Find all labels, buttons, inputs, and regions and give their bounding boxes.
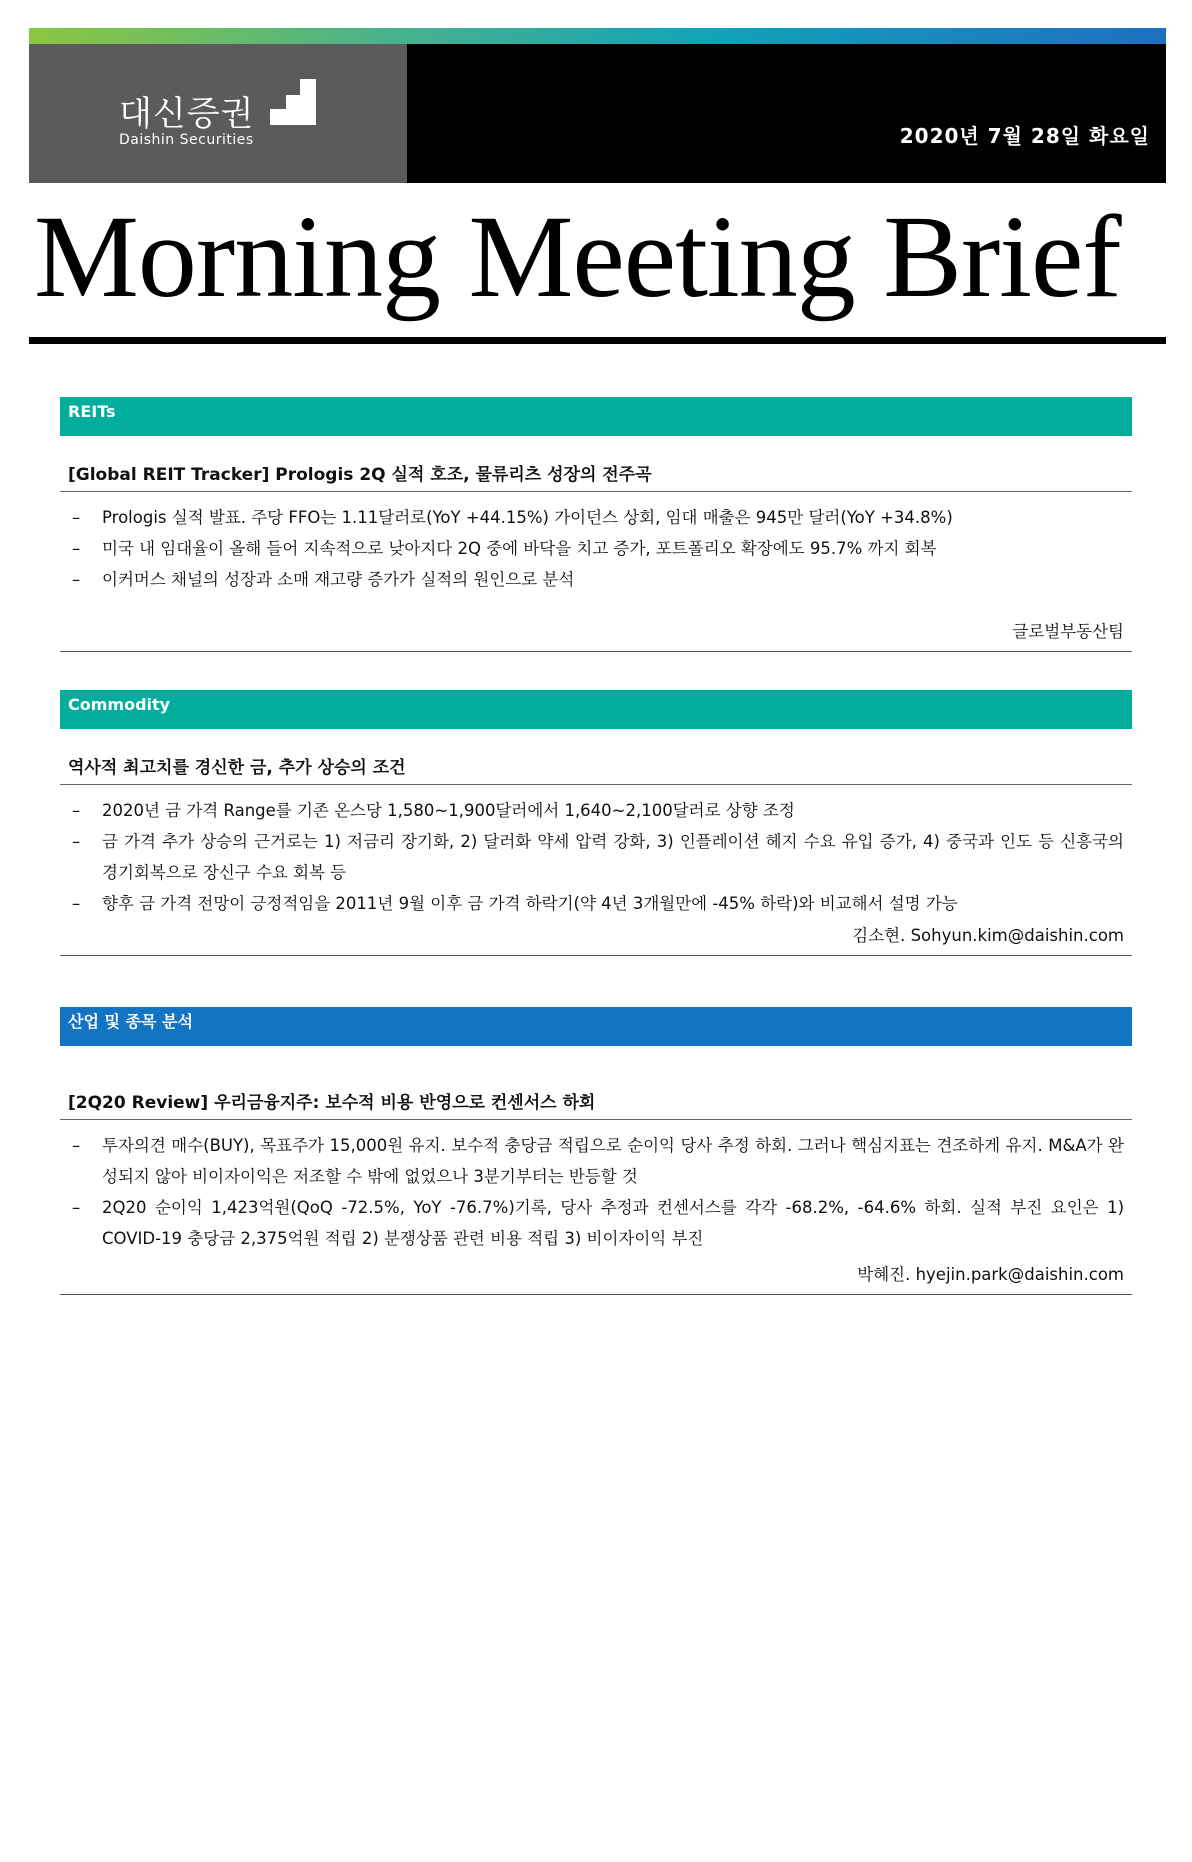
list-item <box>60 888 1132 919</box>
dash-marker: – <box>72 1136 81 1155</box>
dash-marker: – <box>72 570 81 589</box>
list-item <box>60 795 1132 826</box>
dash-marker: – <box>72 894 81 913</box>
bullet-list <box>60 795 1132 919</box>
section-headline: [2Q20 Review] 우리금융지주: 보수적 비용 반영으로 컨센서스 하회 <box>60 1088 1132 1120</box>
dash-marker: – <box>72 832 81 851</box>
dash-marker: – <box>72 801 81 820</box>
list-item <box>60 502 1132 533</box>
date-block <box>407 44 1166 183</box>
bullet-text: 미국 내 임대율이 올해 들어 지속적으로 낮아지다 2Q 중에 바닥을 치고 증가, 포트폴리오 확장에도 95.7% 까지 회복 <box>102 539 937 558</box>
author-credit: 김소현. Sohyun.kim@daishin.com <box>60 921 1132 956</box>
author-credit: 글로벌부동산팀 <box>60 617 1132 652</box>
bullet-text: 투자의견 매수(BUY), 목표주가 15,000원 유지. 보수적 충당금 적립으로 순이익 당사 추정 하회. 그러나 핵심지표는 견조하게 유지. M&A가 완성되지 않아 비이자이익은 저조할 수 밖에 없었으나 3분기부터는 반등할 것 <box>102 1136 1124 1186</box>
list-item <box>60 1192 1132 1254</box>
bullet-text: 금 가격 추가 상승의 근거로는 1) 저금리 장기화, 2) 달러화 약세 압력 강화, 3) 인플레이션 헤지 수요 유입 증가, 4) 중국과 인도 등 신흥국의 경기회복으로 장신구 수요 회복 등 <box>102 832 1124 882</box>
list-item <box>60 564 1132 595</box>
section-header: REITs <box>60 397 1132 436</box>
daishin-logo-icon <box>270 79 316 125</box>
report-date: 2020년 7월 28일 화요일 <box>899 124 1150 148</box>
author-credit: 박혜진. hyejin.park@daishin.com <box>60 1260 1132 1295</box>
dash-marker: – <box>72 508 81 527</box>
title-divider <box>29 337 1166 344</box>
bullet-list <box>60 502 1132 595</box>
section-commodity <box>60 690 1132 956</box>
logo-block <box>29 44 407 183</box>
section-header: Commodity <box>60 690 1132 729</box>
bullet-list <box>60 1130 1132 1254</box>
list-item <box>60 1130 1132 1192</box>
header-banner <box>29 44 1166 183</box>
dash-marker: – <box>72 1198 81 1217</box>
bullet-text: 2020년 금 가격 Range를 기존 온스당 1,580~1,900달러에서 1,640~2,100달러로 상향 조정 <box>102 801 795 820</box>
bullet-text: 2Q20 순이익 1,423억원(QoQ -72.5%, YoY -76.7%)기록, 당사 추정과 컨센서스를 각각 -68.2%, -64.6% 하회. 실적 부진 요인은 1) COVID-19 충당금 2,375억원 적립 2) 분쟁상품 관련 비용 적립 3) 비이자이익 부진 <box>102 1198 1124 1248</box>
header-gradient-bar <box>29 28 1166 44</box>
bullet-text: Prologis 실적 발표. 주당 FFO는 1.11달러로(YoY +44.15%) 가이던스 상회, 임대 매출은 945만 달러(YoY +34.8%) <box>102 508 953 527</box>
logo-english: Daishin Securities <box>119 132 254 148</box>
section-header: 산업 및 종목 분석 <box>60 1007 1132 1046</box>
section-headline: [Global REIT Tracker] Prologis 2Q 실적 호조, 물류리츠 성장의 전주곡 <box>60 460 1132 492</box>
list-item <box>60 533 1132 564</box>
list-item <box>60 826 1132 888</box>
page-title: Morning Meeting Brief <box>34 191 1121 322</box>
bullet-text: 이커머스 채널의 성장과 소매 재고량 증가가 실적의 원인으로 분석 <box>102 570 575 589</box>
logo-korean: 대신증권 <box>119 94 255 134</box>
dash-marker: – <box>72 539 81 558</box>
section-industry-analysis <box>60 1007 1132 1295</box>
bullet-text: 향후 금 가격 전망이 긍정적임을 2011년 9월 이후 금 가격 하락기(약 4년 3개월만에 -45% 하락)와 비교해서 설명 가능 <box>102 894 958 913</box>
section-headline: 역사적 최고치를 경신한 금, 추가 상승의 조건 <box>60 753 1132 785</box>
section-reits <box>60 397 1132 652</box>
